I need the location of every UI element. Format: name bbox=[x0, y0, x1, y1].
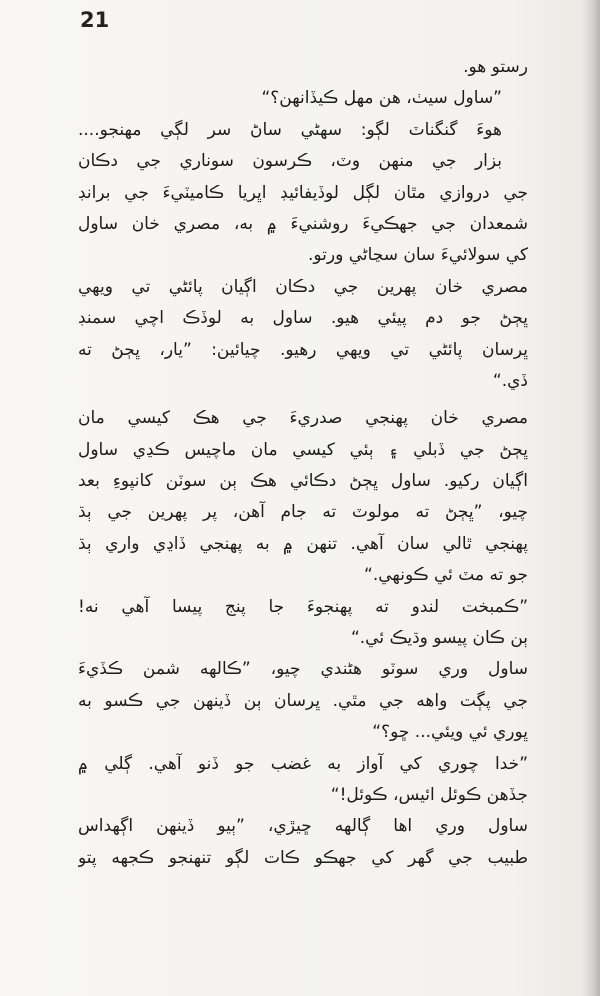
text-line: ”خدا چوري کي آواز به غضب جو ڏنو آهي. ڳلي ۾ bbox=[78, 753, 528, 774]
text-line: شمعدان جي جهڪيءَ روشنيءَ ۾ به، مصري خان ساول bbox=[78, 213, 528, 234]
text-line: ساول وري سوٽو هڻندي چيو، ”ڪالهه شمن ڪڏيءَ bbox=[78, 659, 528, 680]
text-line: ”ڪمبخت لندو ته پهنجوءَ جا پنج پيسا آهي نه! bbox=[78, 596, 528, 617]
text-line: طبيب جي گهر کي جهڪو ڪات لڳو تنهنجو ڪجهه پتو bbox=[78, 847, 528, 868]
text-line: بزار جي منهن وٽ، ڪرسون سوناري جي دڪان bbox=[78, 151, 502, 172]
spine-shadow bbox=[582, 0, 600, 996]
text-line: اڳيان رکيو. ساول ڀڄڻ دڪائي هڪ ٻن سوٽن کانپوءِ بعد bbox=[78, 471, 528, 492]
text-line: ساول وري اها ڳالهه ڇيڙي، ”ٻيو ڏينهن اڳهداس bbox=[78, 816, 528, 837]
text-line: جڏهن ڪوئل ائيس، ڪوئل!“ bbox=[330, 784, 528, 805]
text-line: ٻن ڪان پيسو وڌيڪ ئي.“ bbox=[350, 628, 528, 649]
text-line: ڀڄڻ جو دم پيئي هيو. ساول به لوڏڪ اچي سمنڊ bbox=[78, 308, 528, 329]
text-line: جي پڳت واهه جي مٿي. ڀرسان ٻن ڏينهن جي ڪسو به bbox=[78, 690, 528, 711]
text-line: جو ته مٽ ئي ڪونهي.“ bbox=[364, 565, 528, 586]
text-line: هوءَ گنگناٽ لڳو: سهڻي ساڻ سر لڳي مهنجو.... bbox=[78, 119, 502, 140]
text-line: پهنجي ٿالي سان آهي. تنهن ۾ به پهنجي ڏاڍي واري ٻڌ bbox=[78, 533, 528, 554]
text-line: مصري خان پهنجي صدريءَ جي هڪ کيسي مان bbox=[78, 408, 528, 429]
text-line: ڀوري ئي ويئي... ڇو؟“ bbox=[372, 722, 528, 743]
body-text bbox=[78, 52, 528, 874]
text-line: جي دروازي مٿان لڳل لوڏيفائيڊ اڀريا ڪاميٽيءَ جي برانڊ bbox=[78, 182, 528, 203]
text-line: رستو هو. bbox=[463, 57, 528, 77]
text-line: مصري خان پهرين جي دڪان اڳيان پائڻي تي ويهي bbox=[78, 276, 528, 297]
text-line: کي سولائيءَ سان سڃاڻي ورتو. bbox=[307, 245, 528, 266]
text-line: ڏي.“ bbox=[492, 370, 528, 391]
text-line: ”ساول سيٺ، هن مهل ڪيڏانهن؟“ bbox=[261, 88, 502, 109]
text-line: چيو، ”ڀڄڻ ته مولوٽ ته جام آهن، پر پهرين جي ٻڌ bbox=[78, 502, 528, 523]
page-number: 21 bbox=[80, 8, 110, 32]
text-line: ڀڄڻ جي ڏبلي ۽ ٻئي کيسي مان ماچيس ڪڍي ساول bbox=[78, 439, 528, 460]
text-line: ڀرسان پائڻي تي ويهي رهيو. چيائين: ”يار، ڀڄڻ ته bbox=[78, 339, 528, 360]
